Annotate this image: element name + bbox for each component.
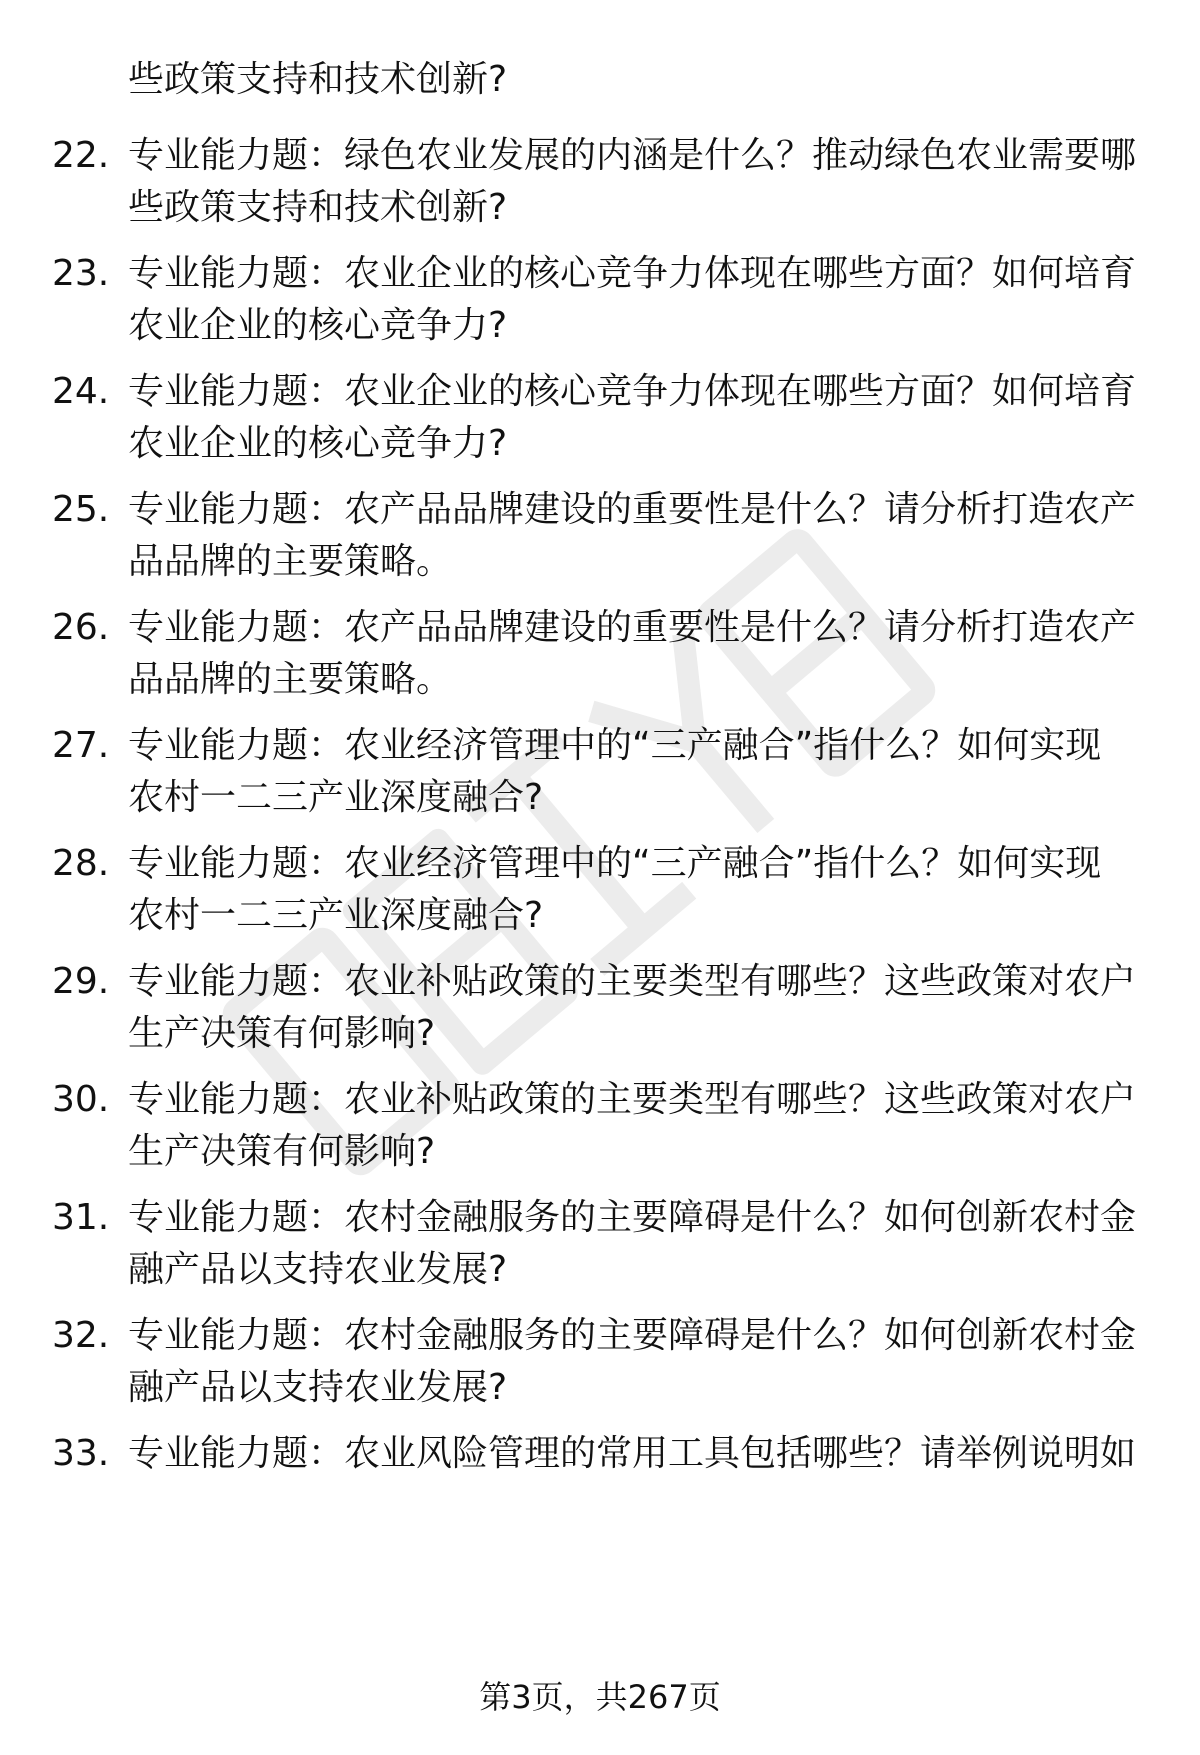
item-text-line: 专业能力题：农业风险管理的常用工具包括哪些？请举例说明如 — [128, 1433, 1137, 1474]
item-text-line: 农村一二三产业深度融合? — [128, 895, 544, 936]
item-text-line: 专业能力题：农产品品牌建设的重要性是什么？请分析打造农产 — [128, 607, 1137, 648]
item-text-line: 品品牌的主要策略。 — [128, 541, 453, 582]
item-text-line: 专业能力题：农业补贴政策的主要类型有哪些？这些政策对农户 — [128, 961, 1137, 1002]
item-text-line: 农业企业的核心竞争力? — [128, 423, 508, 464]
page-footer — [0, 1675, 1200, 1719]
list-item — [52, 1428, 1152, 1480]
item-text-line: 品品牌的主要策略。 — [128, 659, 453, 700]
item-text-line: 农业企业的核心竞争力? — [128, 305, 508, 346]
item-number: 31. — [52, 1197, 110, 1238]
item-number: 27. — [52, 725, 110, 766]
item-number: 33. — [52, 1433, 110, 1474]
item-text-line: 农村一二三产业深度融合? — [128, 777, 544, 818]
item-number: 29. — [52, 961, 110, 1002]
list-item — [52, 130, 1152, 234]
item-text-line: 专业能力题：农业企业的核心竞争力体现在哪些方面？如何培育 — [128, 253, 1137, 294]
list-item — [52, 1074, 1152, 1178]
item-number: 26. — [52, 607, 110, 648]
page-number-label: 第3页，共267页 — [479, 1678, 721, 1716]
item-text-line: 专业能力题：农村金融服务的主要障碍是什么？如何创新农村金 — [128, 1315, 1137, 1356]
item-text-line: 专业能力题：农业经济管理中的“三产融合”指什么？如何实现 — [128, 725, 1102, 766]
item-number: 30. — [52, 1079, 110, 1120]
item-text-line: 生产决策有何影响? — [128, 1013, 436, 1054]
list-item — [52, 1310, 1152, 1414]
list-item — [52, 956, 1152, 1060]
item-number: 24. — [52, 371, 110, 412]
item-number: 28. — [52, 843, 110, 884]
list-item — [52, 1192, 1152, 1296]
item-text-line: 专业能力题：农业经济管理中的“三产融合”指什么？如何实现 — [128, 843, 1102, 884]
item-text-line: 融产品以支持农业发展? — [128, 1249, 508, 1290]
list-item-continuation — [52, 54, 1152, 106]
item-text-line: 融产品以支持农业发展? — [128, 1367, 508, 1408]
item-text-line: 生产决策有何影响? — [128, 1131, 436, 1172]
list-item — [52, 720, 1152, 824]
list-item — [52, 248, 1152, 352]
item-number: 25. — [52, 489, 110, 530]
list-item — [52, 484, 1152, 588]
item-text-line: 专业能力题：绿色农业发展的内涵是什么？推动绿色农业需要哪 — [128, 135, 1137, 176]
item-number: 32. — [52, 1315, 110, 1356]
item-text-line: 些政策支持和技术创新? — [128, 187, 508, 228]
item-text-line: 专业能力题：农村金融服务的主要障碍是什么？如何创新农村金 — [128, 1197, 1137, 1238]
item-number: 23. — [52, 253, 110, 294]
item-text-line: 专业能力题：农业企业的核心竞争力体现在哪些方面？如何培育 — [128, 371, 1137, 412]
list-item — [52, 602, 1152, 706]
item-number: 22. — [52, 135, 110, 176]
item-text-line: 些政策支持和技术创新? — [128, 59, 508, 100]
list-item — [52, 366, 1152, 470]
item-text-line: 专业能力题：农业补贴政策的主要类型有哪些？这些政策对农户 — [128, 1079, 1137, 1120]
list-item — [52, 838, 1152, 942]
item-text-line: 专业能力题：农产品品牌建设的重要性是什么？请分析打造农产 — [128, 489, 1137, 530]
